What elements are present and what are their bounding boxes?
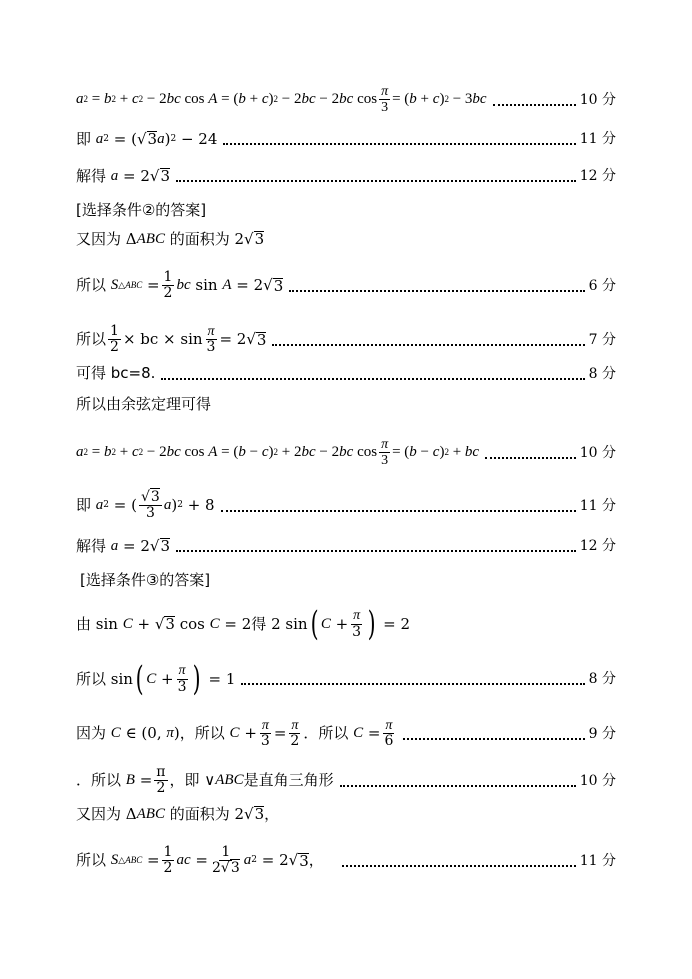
equation-line-15 xyxy=(76,765,616,797)
score-label: 11 分 xyxy=(579,131,616,147)
equation-line-12 xyxy=(76,604,616,644)
equation-7: 可得 bc=8. xyxy=(76,364,156,382)
equation-13: 所以 sin ( C + $\frac{\pi}{3}$ ) = 1 xyxy=(76,659,236,699)
equation-line-6 xyxy=(76,324,616,356)
equation-line-7 xyxy=(76,366,616,381)
equation-3: 解得 a = 2√ 3 xyxy=(76,166,171,185)
section-heading-2: [选择条件②的答案] xyxy=(76,201,207,219)
equation-line-2 xyxy=(76,131,616,147)
equation-17: 所以 S △ABC = $\frac{1}{2}$ ac = $\frac{1}{2√3}$ a 2 = 2√ 3 ， xyxy=(76,844,324,877)
equation-1: a 2 = b 2 + c 2 − 2 bc cos A = ( b + c ) 2 − 2 bc − 2 bc cos $\frac{\pi}{3}$ = ( b + c ) 2 − 3 bc xyxy=(76,84,487,116)
equation-line-9 xyxy=(76,437,616,469)
leader-dots xyxy=(485,457,576,459)
equation-16: 又因为 Δ ABC 的面积为 2√ 3 ， xyxy=(76,804,280,823)
score-label: 11 分 xyxy=(579,852,616,869)
equation-line-4 xyxy=(76,231,616,247)
leader-dots xyxy=(221,510,576,512)
equation-line-3 xyxy=(76,168,616,184)
equation-12: 由 sin C + √ 3 cos C = 2 得 2 sin ( C + $\frac{\pi}{3}$ ) = 2 xyxy=(76,604,411,644)
leader-dots xyxy=(342,865,576,867)
leader-dots xyxy=(493,104,576,106)
equation-9: a 2 = b 2 + c 2 − 2 bc cos A = ( b − c ) 2 + 2 bc − 2 bc cos $\frac{\pi}{3}$ = ( b − c ) 2 + bc xyxy=(76,437,480,469)
section-heading-3: [选择条件③的答案] xyxy=(80,571,211,589)
equation-line-10 xyxy=(76,490,616,522)
equation-line-8 xyxy=(76,397,616,412)
score-label: 11 分 xyxy=(579,497,616,514)
leader-dots xyxy=(340,785,576,787)
score-label: 12 分 xyxy=(579,538,616,554)
equation-2: 即 a 2 = (√ 3 a ) 2 − 24 xyxy=(76,129,218,148)
equation-line-14 xyxy=(76,718,616,750)
equation-line-17 xyxy=(76,845,616,877)
score-label: 7 分 xyxy=(588,331,616,348)
score-label: 10 分 xyxy=(579,91,616,108)
leader-dots xyxy=(223,143,575,145)
equation-5: 所以 S △ABC = $\frac{1}{2}$ bc sin A = 2√ 3 xyxy=(76,269,284,302)
equation-line-11 xyxy=(76,538,616,554)
score-label: 10 分 xyxy=(579,772,616,789)
leader-dots xyxy=(403,738,584,740)
equation-line-1 xyxy=(76,84,616,116)
equation-11: 解得 a = 2√ 3 xyxy=(76,536,171,555)
score-label: 8 分 xyxy=(588,671,616,687)
score-label: 9 分 xyxy=(588,725,616,742)
equation-line-13 xyxy=(76,659,616,699)
equation-14: 因为 C ∈ (0, π ) ，所以 C + $\frac{\pi}{3}$ = $\frac{\pi}{2}$ ．所以 C = $\frac{\pi}{6}$ xyxy=(76,718,394,750)
leader-dots xyxy=(176,550,576,552)
equation-8: 所以由余弦定理可得 xyxy=(76,395,212,413)
equation-10: 即 a 2 = ( $\frac{√3}{3}$ a ) 2 + 8 xyxy=(76,489,215,522)
leader-dots xyxy=(289,290,584,292)
equation-15: ．所以 B = $\frac{\pi}{2}$ ，即 ∨ ABC 是直角三角形 xyxy=(76,764,334,797)
equation-line-16 xyxy=(76,806,616,822)
score-label: 12 分 xyxy=(579,168,616,184)
leader-dots xyxy=(176,180,576,182)
leader-dots xyxy=(161,378,584,380)
score-label: 8 分 xyxy=(588,365,616,382)
leader-dots xyxy=(272,344,584,346)
score-label: 10 分 xyxy=(579,444,616,461)
score-label: 6 分 xyxy=(588,277,616,294)
equation-6: 所以 $\frac{1}{2}$ × bc × sin $\frac{\pi}{3}$ = 2√ 3 xyxy=(76,323,267,356)
equation-line-5 xyxy=(76,270,616,302)
leader-dots xyxy=(241,683,584,685)
equation-4: 又因为 Δ ABC 的面积为 2√ 3 xyxy=(76,229,265,248)
